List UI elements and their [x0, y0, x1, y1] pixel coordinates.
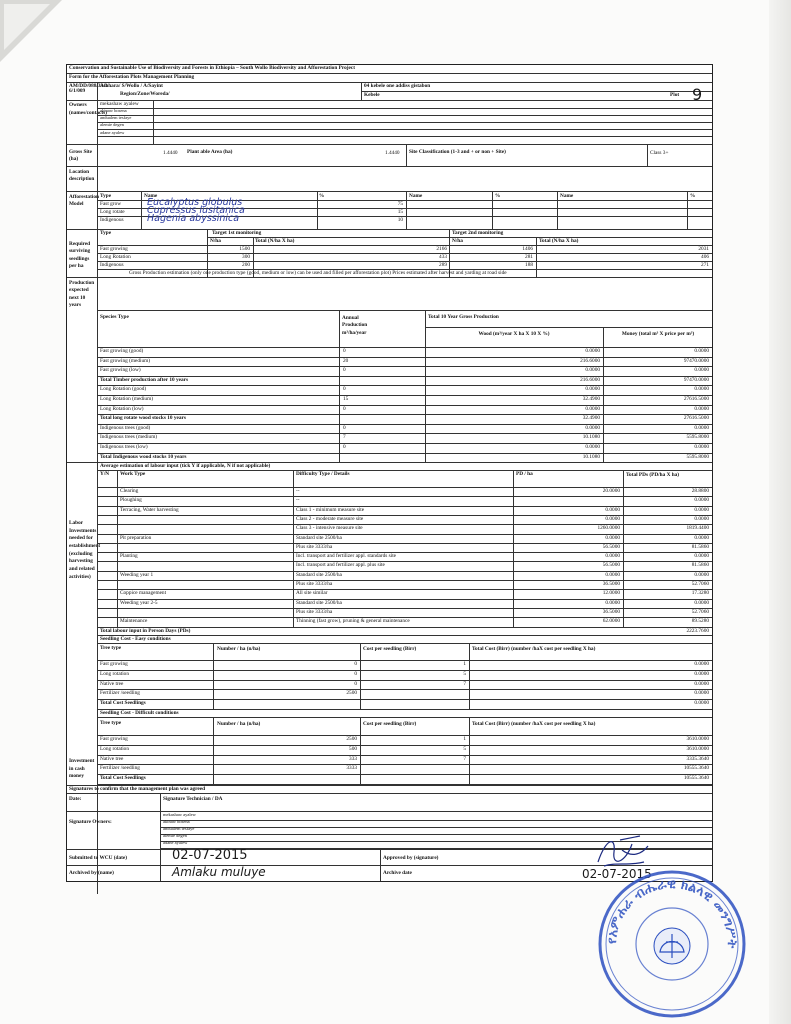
- investment-total: 10555.3640: [683, 775, 709, 782]
- investment-tree-type: Long rotation: [100, 670, 129, 677]
- model-name-header-2: Name: [409, 193, 423, 199]
- row-divider: [160, 827, 712, 828]
- difficult-title: Seedling Cost - Difficult conditions: [100, 710, 179, 716]
- investment-cost: 7: [463, 755, 466, 762]
- investment-tree-type: Fast growing: [100, 661, 128, 667]
- row-divider: [97, 755, 712, 756]
- labour-total: 52.7060: [691, 608, 709, 615]
- signature-owner-name: andualem tesfaye: [163, 826, 195, 831]
- cost-header-2: Cost per seedling (Birr): [363, 721, 417, 727]
- production-money: 97470.0000: [683, 357, 709, 364]
- production-money: 0.0000: [694, 367, 709, 374]
- submitted-date: 02-07-2015: [172, 848, 248, 863]
- cost-header: Cost per seedling (Birr): [363, 646, 417, 652]
- row-divider: [97, 699, 712, 700]
- production-money: 5595.8000: [686, 453, 709, 460]
- form-code: AM/DD/088/33/3 6/1/009: [69, 83, 108, 95]
- investment-tree-type: Total Cost Seedlings: [100, 700, 146, 707]
- production-money: 27616.5000: [683, 415, 709, 422]
- production-species: Fast growing (good): [100, 348, 144, 354]
- production-species: Indigenous trees (medium): [100, 434, 158, 441]
- labour-work-type: Clearing: [120, 488, 139, 494]
- production-money: 0.0000: [694, 386, 709, 393]
- production-annual: 0: [343, 348, 346, 354]
- annual-production-header: Annual Production m³/ha/year: [342, 315, 368, 336]
- investment-cost: 5: [463, 745, 466, 752]
- owner-name: akinaw bosena: [100, 108, 127, 113]
- labour-work-type: Maintenance: [120, 618, 148, 625]
- labour-work-type: Pit preparation: [120, 534, 152, 541]
- labour-work-type: Ploughing: [120, 497, 142, 504]
- labour-pd: 0.0000: [605, 553, 620, 560]
- row-divider: [97, 764, 712, 765]
- row-divider: [97, 414, 712, 415]
- seedlings-label: Required surviving seedlings per ha: [69, 241, 91, 270]
- signature-owner-name: alemie degen: [163, 833, 187, 838]
- labour-difficulty: Plus site 3333/ha: [296, 543, 333, 550]
- labour-work-type: Weeding year 2-5: [120, 599, 158, 606]
- project-title: Conservation and Sustainable Use of Biodiversity and Forests in Ethiopia – South Wollo Biodiversity and Afforestation Project: [69, 65, 355, 71]
- labour-pd: 56.5000: [602, 543, 620, 550]
- investment-total: 10555.3640: [683, 765, 709, 772]
- production-wood: 32.4900: [582, 415, 600, 422]
- model-species-name: Hagenia abyssinica: [147, 213, 240, 224]
- plantable-value: 1.4440: [385, 150, 400, 156]
- investment-number: 0: [354, 670, 357, 677]
- production-species: Long Rotation (medium): [100, 396, 153, 402]
- investment-number: 3333: [346, 765, 357, 772]
- labour-pd: 12.0000: [602, 590, 620, 597]
- investment-number: 0: [354, 680, 357, 687]
- labour-difficulty: Incl. transport and fertilizer appl. plus site: [296, 562, 385, 569]
- production-wood: 10.1080: [582, 453, 600, 460]
- form-title: Form for the Afforestation Plots Management Planning: [69, 74, 195, 80]
- total-cost-header: Total Cost (Birr) (number /haX cost per seedling X ha): [472, 646, 596, 652]
- production-money: 0.0000: [694, 444, 709, 450]
- wood-header: Wood (m³/year X ha X 10 X %): [478, 331, 550, 337]
- row-divider: [97, 453, 712, 454]
- labour-total: 0.0000: [694, 534, 709, 541]
- labour-title: Average estimation of labour input (tick Y if applicable, N if not applicable): [100, 463, 271, 469]
- investment-tree-type: Native tree: [100, 755, 124, 762]
- owner-name: adane ayalew: [100, 130, 125, 135]
- total-2-header: Total (N/ha X ha): [539, 238, 579, 244]
- target-2-header: Target 2nd monitoring: [452, 230, 504, 236]
- labour-total: 1819.4400: [686, 525, 709, 532]
- production-wood: 0.0000: [585, 424, 600, 431]
- row-divider: [97, 496, 712, 497]
- labour-difficulty: Plus site 3333/ha: [296, 608, 333, 615]
- total-labour-label: Total labour input in Person Days (PDs): [100, 628, 191, 634]
- signature-owner-name: adane ayalew: [163, 840, 188, 845]
- labour-total: 17.3280: [691, 590, 709, 597]
- archive-date-label: Archive date: [383, 870, 412, 876]
- total-pd-header: Total PDs (PD/ha X ha): [626, 472, 680, 478]
- folded-corner-inner: [4, 4, 50, 50]
- investment-total: 0.0000: [694, 670, 709, 677]
- labour-difficulty: Thinning (fast grow), pruning & general maintenance: [296, 618, 410, 625]
- production-wood: 0.0000: [585, 367, 600, 374]
- production-species: Long Rotation (low): [100, 405, 144, 412]
- kebele-label: Kebele: [364, 92, 380, 98]
- gross-site-value: 1.4440: [163, 150, 178, 156]
- labour-total: 0.0000: [694, 497, 709, 504]
- labour-difficulty: Incl. transport and fertilizer appl. standards site: [296, 553, 397, 560]
- row-divider: [97, 395, 712, 396]
- production-species: Indigenous trees (low): [100, 444, 148, 450]
- labour-work-type: Coppice management: [120, 590, 167, 597]
- target-1-header: Target 1st monitoring: [212, 230, 262, 236]
- row-divider: [97, 670, 712, 671]
- site-classification-label: Site Classification (1-3 and + or non + Site): [409, 149, 506, 155]
- labour-difficulty: Class 3 - intensive measure site: [296, 525, 363, 532]
- model-name-header-3: Name: [560, 193, 574, 199]
- archived-label: Archived by (name): [69, 870, 114, 876]
- production-wood: 10.1080: [582, 434, 600, 441]
- production-wood: 0.0000: [585, 405, 600, 412]
- production-annual: 20: [343, 357, 349, 364]
- investment-number: 0: [354, 661, 357, 667]
- labour-total: 52.7060: [691, 581, 709, 587]
- labour-total: 81.5860: [691, 543, 709, 550]
- seedling-n1: 300: [242, 254, 250, 260]
- labour-difficulty: Standard site 2500/ha: [296, 599, 342, 606]
- seedling-type: Fast growing: [100, 246, 128, 252]
- labour-pd: 0.0000: [605, 534, 620, 541]
- model-species-name: Eucalyptus globulus: [147, 197, 243, 208]
- total-cost-header-2: Total Cost (Birr) (number /haX cost per seedling X ha): [472, 721, 596, 727]
- row-divider: [97, 709, 712, 710]
- labour-difficulty: Plus site 3333/ha: [296, 581, 333, 587]
- seedling-t2: 406: [701, 254, 709, 260]
- seedling-type: Long Rotation: [100, 254, 131, 260]
- region-label: Region/Zone/Woreda/: [120, 91, 170, 97]
- labour-pd: 36.5000: [602, 608, 620, 615]
- investment-tree-type: Fertilizer /seedling: [100, 690, 140, 697]
- row-divider: [97, 385, 712, 386]
- labour-total: 0.0000: [694, 506, 709, 513]
- total-1-header: Total (N/ha X ha): [255, 238, 295, 244]
- production-annual: 0: [343, 444, 346, 450]
- plot-label: Plot: [670, 92, 680, 98]
- seedling-t1: 289: [439, 262, 447, 268]
- easy-title: Seedling Cost - Easy conditions: [100, 636, 171, 642]
- afforestation-plot-form: [66, 64, 713, 882]
- investment-tree-type: Native tree: [100, 680, 124, 687]
- owner-name: andualem tesfaye: [100, 115, 132, 120]
- tree-type-header: Tree type: [100, 645, 122, 651]
- labour-pd: 1260.0000: [597, 525, 620, 532]
- signature-owners-label: Signature Owners:: [69, 819, 112, 825]
- official-stamp: [596, 868, 748, 1020]
- production-money: 0.0000: [694, 348, 709, 354]
- yn-header: Y/N: [100, 471, 110, 477]
- labour-total: 28.8800: [691, 488, 709, 494]
- gross-site-label: Gross Site (ha): [69, 149, 93, 163]
- confirm-text: Signatures to confirm that the management plan was agreed: [69, 786, 206, 792]
- production-annual: 0: [343, 424, 346, 431]
- investment-total: 0.0000: [694, 661, 709, 667]
- model-type: Indigenous: [100, 217, 124, 223]
- investment-tree-type: Fertilizer /seedling: [100, 765, 140, 772]
- production-species: Total Timber production after 10 years: [100, 376, 189, 383]
- labour-total: 0.0000: [694, 571, 709, 578]
- model-type: Long rotate: [100, 209, 125, 215]
- site-classification-value: Class 3+: [650, 150, 669, 156]
- owner-name: mekashaw ayalew: [100, 101, 139, 107]
- investment-cost: 7: [463, 680, 466, 687]
- species-type-header: Species Type: [100, 314, 129, 320]
- total-labour-value: 2223.7600: [686, 628, 709, 634]
- production-label: Production expected next 10 years: [69, 280, 95, 309]
- model-pct: 15: [397, 209, 403, 215]
- nha-header: N/ha: [210, 238, 221, 244]
- labour-work-type: Planting: [120, 553, 138, 560]
- production-species: Total long rotate wood stocks 10 years: [100, 415, 186, 422]
- model-label: Afforestation Model: [69, 194, 99, 208]
- production-money: 5595.8000: [686, 434, 709, 441]
- model-pct-header: %: [319, 193, 325, 199]
- model-name-header: Name: [144, 193, 158, 199]
- seedling-n1: 200: [242, 262, 250, 268]
- labour-difficulty: --: [296, 488, 300, 494]
- investment-tree-type: Long rotation: [100, 745, 129, 752]
- model-pct: 10: [397, 217, 403, 223]
- number-header-2: Number / ha (n/ha): [217, 721, 261, 727]
- technician-label: Signature Technician / DA: [163, 796, 223, 802]
- investment-number: 2500: [346, 736, 357, 742]
- money-header: Money (total m³ X price per m³): [621, 331, 695, 337]
- labour-work-type: Terracing, Water harvesting: [120, 506, 179, 513]
- work-type-header: Work Type: [120, 471, 146, 477]
- seedlings-type-header: Type: [100, 230, 112, 236]
- labour-difficulty: Class 2 - moderate measure site: [296, 515, 364, 522]
- plot-number: 9: [692, 85, 703, 104]
- production-wood: 0.0000: [585, 444, 600, 450]
- production-annual: 0: [343, 367, 346, 374]
- row-divider: [97, 443, 712, 444]
- production-money: 0.0000: [694, 424, 709, 431]
- investment-number: 333: [349, 755, 357, 762]
- signature-owner-name: mekashaw ayalew: [163, 812, 196, 817]
- seedling-t1: 433: [439, 254, 447, 260]
- approval-signature: [592, 832, 652, 872]
- date-label: Date:: [69, 796, 82, 802]
- row-divider: [97, 433, 712, 434]
- plantable-label: Plant able Area (ha): [187, 149, 233, 155]
- total-10-year-header: Total 10 Year Gross Production: [428, 314, 499, 320]
- seedling-n2: 281: [525, 254, 533, 260]
- stamp-text: የአምሐራ ብሔራዊ ክልላዊ መንግሥት: [604, 876, 740, 949]
- labour-total: 89.5280: [691, 618, 709, 625]
- investment-cost: 5: [463, 670, 466, 677]
- pd-header: PD / ha: [516, 471, 533, 477]
- investment-number: 2500: [346, 690, 357, 697]
- approved-label: Approved by (signature): [383, 855, 439, 861]
- labour-total: 81.5860: [691, 562, 709, 569]
- seedling-type: Indigenous: [100, 262, 124, 268]
- production-annual: 7: [343, 434, 346, 441]
- model-pct-header-3: %: [690, 193, 696, 199]
- labour-pd: 0.0000: [605, 515, 620, 522]
- number-header: Number / ha (n/ha): [217, 646, 261, 652]
- labour-difficulty: All site similar: [296, 590, 328, 597]
- production-species: Total Indigenous wood stocks 10 years: [100, 453, 187, 460]
- labour-pd: 62.0000: [602, 618, 620, 625]
- investment-tree-type: Fast growing: [100, 736, 128, 742]
- investment-tree-type: Total Cost Seedlings: [100, 775, 146, 782]
- archived-by: Amlaku muluye: [172, 865, 266, 879]
- kebele-value: 04 kebele one addiss gistabon: [364, 83, 431, 89]
- row-divider: [97, 680, 712, 681]
- labour-pd: 0.0000: [605, 506, 620, 513]
- model-species-name: Cupressus lusitanica: [147, 205, 245, 216]
- seedling-t1: 2166: [436, 246, 447, 252]
- investment-cost: 1: [463, 661, 466, 667]
- labour-pd: 0.0000: [605, 599, 620, 606]
- tree-type-header-2: Tree type: [100, 720, 122, 726]
- production-species: Long Rotation (good): [100, 386, 147, 393]
- investment-total: 0.0000: [694, 690, 709, 697]
- labour-pd: 20.0000: [602, 488, 620, 494]
- investment-total: 3335.3640: [686, 755, 709, 762]
- row-divider: [97, 689, 712, 690]
- production-money: 97470.0000: [683, 376, 709, 383]
- row-divider: [97, 424, 712, 425]
- difficulty-header: Difficulty Type / Details: [296, 471, 350, 477]
- labour-total: 0.0000: [694, 553, 709, 560]
- production-annual: 15: [343, 396, 349, 402]
- production-species: Fast growing (low): [100, 367, 141, 374]
- production-annual: 0: [343, 405, 346, 412]
- production-wood: 216.6000: [580, 376, 600, 383]
- investment-number: 500: [349, 745, 357, 752]
- seedling-n2: 188: [525, 262, 533, 268]
- labour-total: 0.0000: [694, 515, 709, 522]
- seedling-t2: 271: [701, 262, 709, 268]
- labour-work-type: Weeding year 1: [120, 571, 154, 578]
- production-wood: 0.0000: [585, 348, 600, 354]
- archive-date: 02-07-2015: [582, 867, 652, 881]
- investment-total: 3610.0000: [686, 745, 709, 752]
- location-label: Location description: [69, 169, 95, 183]
- nha-header-2: N/ha: [452, 238, 463, 244]
- owners-label: Owners (names/contacts): [69, 102, 107, 116]
- labour-difficulty: --: [296, 497, 300, 504]
- investment-total: 3610.0000: [686, 736, 709, 742]
- seedling-n1: 1500: [239, 246, 250, 252]
- seedling-t2: 2031: [698, 246, 709, 252]
- row-divider: [97, 357, 712, 358]
- model-type-header: Type: [100, 193, 112, 199]
- page-edge-shadow: [769, 0, 791, 1024]
- labour-difficulty: Standard site 2500/ha: [296, 571, 342, 578]
- production-wood: 32.4900: [582, 396, 600, 402]
- labour-pd: 0.0000: [605, 571, 620, 578]
- investment-label: Investment in cash money: [69, 758, 95, 780]
- submitted-label: Submitted to WCU (date): [69, 855, 128, 861]
- production-species: Indigenous trees (good): [100, 424, 151, 431]
- production-note: Gross Production estimation (only one production type (good, medium or low) can be used and filled per afforestation plot) Prices estimated after harvest and yarding at road side: [129, 270, 507, 276]
- labour-difficulty: Standard site 2500/ha: [296, 534, 342, 541]
- labour-total: 0.0000: [694, 599, 709, 606]
- investment-total: 0.0000: [694, 700, 709, 707]
- production-money: 0.0000: [694, 405, 709, 412]
- model-pct: 75: [397, 201, 403, 207]
- investment-cost: 1: [463, 736, 466, 742]
- model-type: Fast grow: [100, 201, 122, 207]
- production-species: Fast growing (medium): [100, 357, 151, 364]
- production-annual: 0: [343, 386, 346, 393]
- investment-total: 0.0000: [694, 680, 709, 687]
- owner-name: alemie degen: [100, 122, 124, 127]
- row-divider: [97, 774, 712, 775]
- labour-pd: 36.5000: [602, 581, 620, 587]
- region-value: Amhara/ S/Wollo / A/Sayint: [100, 83, 163, 89]
- signature-owner-name: akinaw bosena: [163, 819, 190, 824]
- model-pct-header-2: %: [495, 193, 501, 199]
- labour-difficulty: Class 1 - minimum measure site: [296, 506, 365, 513]
- labour-pd: 56.5000: [602, 562, 620, 569]
- row-divider: [97, 366, 712, 367]
- production-money: 27616.5000: [683, 396, 709, 402]
- production-wood: 216.6000: [580, 357, 600, 364]
- seedling-n2: 1406: [522, 246, 533, 252]
- row-divider: [97, 405, 712, 406]
- production-wood: 0.0000: [585, 386, 600, 393]
- row-divider: [97, 745, 712, 746]
- row-divider: [160, 820, 712, 821]
- labour-label: Labor Investments needed for establishment (excluding harvesting and related activities): [69, 520, 101, 580]
- row-divider: [97, 376, 712, 377]
